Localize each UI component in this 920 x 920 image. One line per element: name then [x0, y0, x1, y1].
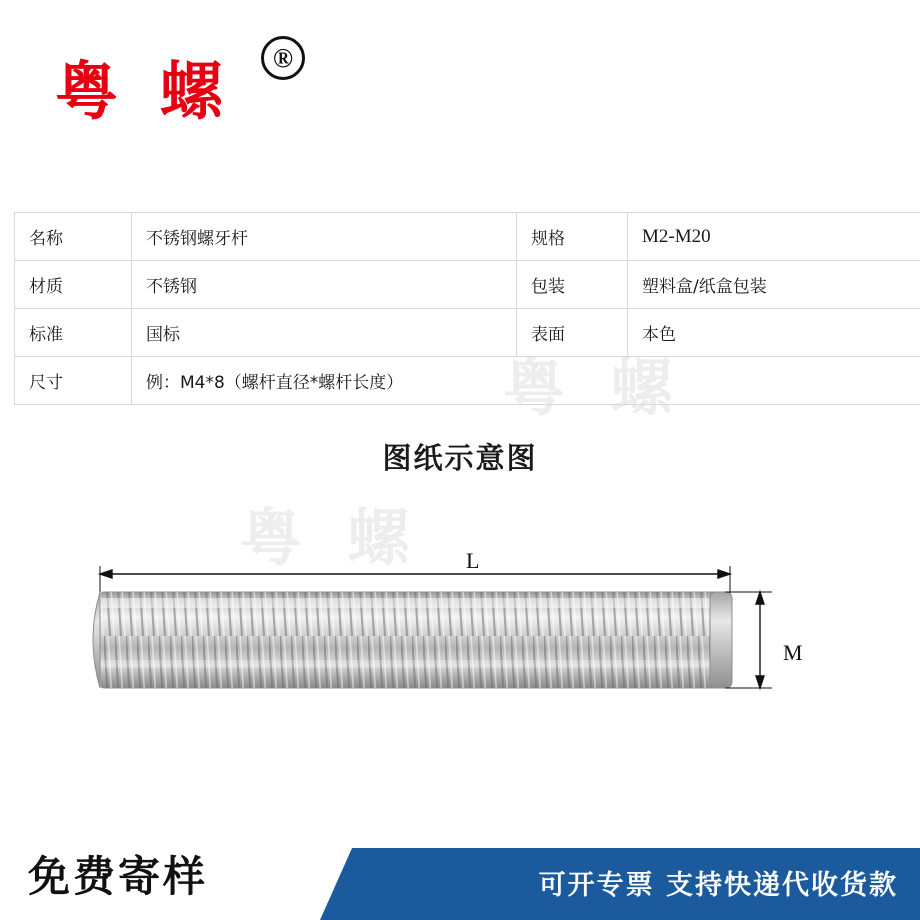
- spec-label-surface: 表面: [517, 309, 628, 357]
- watermark-bottom: 粤 螺: [240, 501, 422, 574]
- spec-label-size: 规格: [517, 213, 628, 261]
- table-row: [15, 261, 920, 309]
- spec-value-standard: 国标: [132, 309, 517, 357]
- spec-value-size: M2-M20: [628, 213, 920, 261]
- spec-label-standard: 标准: [15, 309, 132, 357]
- spec-value-material: 不锈钢: [132, 261, 517, 309]
- spec-label-packaging: 包装: [517, 261, 628, 309]
- table-row: [15, 357, 920, 405]
- rod-shaft: [93, 592, 732, 688]
- table-row: [15, 213, 920, 261]
- brand-name: 粤 螺: [55, 55, 233, 128]
- spec-value-dimension: 例：M4*8（螺杆直径*螺杆长度）: [132, 357, 920, 405]
- spec-table: [14, 212, 920, 405]
- dimension-length-label: L: [466, 548, 480, 573]
- dimension-diameter-label: M: [783, 640, 803, 665]
- watermark-top: 粤 螺: [503, 351, 685, 424]
- spec-value-surface: 本色: [628, 309, 920, 357]
- threaded-rod-drawing: [60, 540, 880, 720]
- diagram-title: 图纸示意图: [382, 441, 538, 475]
- registered-trademark-icon: ®: [261, 36, 305, 80]
- promo-invoice-text: 可开专票 支持快递代收货款: [538, 870, 898, 901]
- promo-free-sample-text: 免费寄样: [28, 852, 209, 901]
- spec-label-dimension: 尺寸: [15, 357, 132, 405]
- table-row: [15, 309, 920, 357]
- promo-banner: [0, 828, 920, 920]
- spec-label-material: 材质: [15, 261, 132, 309]
- spec-label-name: 名称: [15, 213, 132, 261]
- brand-logo: [55, 22, 385, 152]
- spec-value-name: 不锈钢螺牙杆: [132, 213, 517, 261]
- spec-value-packaging: 塑料盒/纸盒包装: [628, 261, 920, 309]
